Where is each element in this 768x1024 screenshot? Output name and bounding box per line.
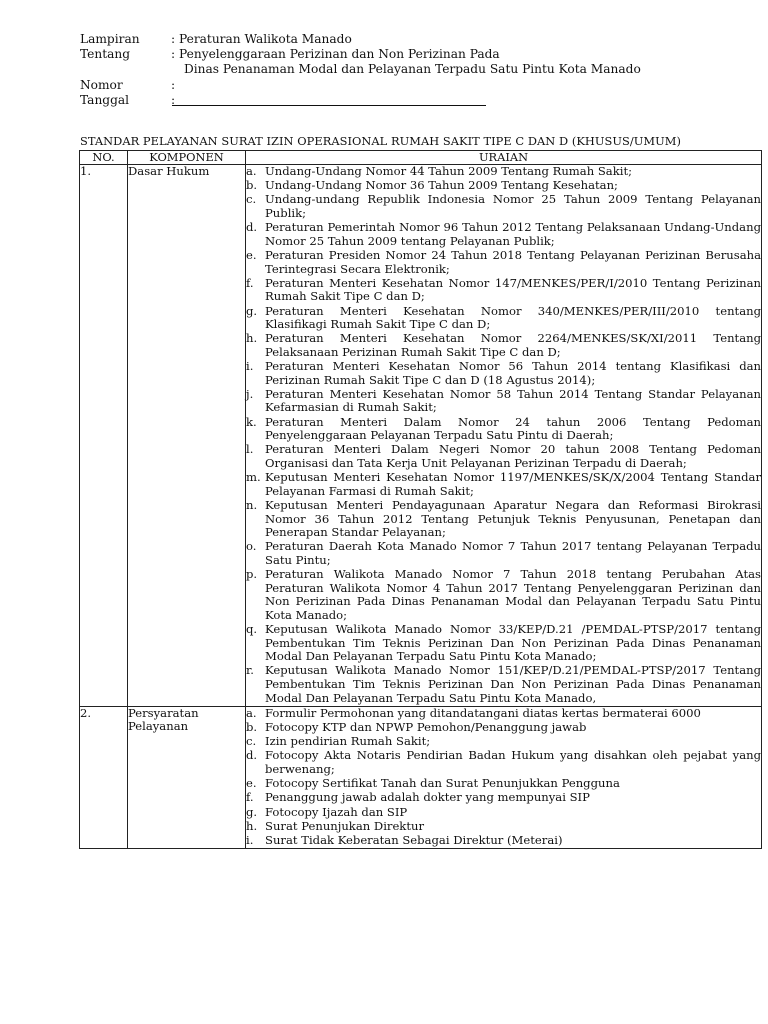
item-letter: p. <box>246 567 258 582</box>
list-item <box>246 540 761 567</box>
item-letter: d. <box>246 748 258 763</box>
list-item <box>246 791 761 805</box>
item-text: Peraturan Menteri Dalam Negeri Nomor 20 tahun 2008 Tentang Pedoman Organisasi dan Tata Kerja Unit Pelayanan Perizinan Terpadu di Daerah; <box>265 442 761 470</box>
component-line-1: Persyaratan <box>128 705 199 720</box>
tentang-value-line-2: Dinas Penanaman Modal dan Pelayanan Terpadu Satu Pintu Kota Manado <box>184 62 641 77</box>
list-item <box>246 735 761 749</box>
item-letter: i. <box>246 359 254 374</box>
item-text: Keputusan Menteri Pendayagunaan Aparatur Negara dan Reformasi Birokrasi Nomor 36 Tahun 2012 Tentang Petunjuk Teknis Penyusunan, Penetapan dan Penerapan Standar Pelayanan; <box>265 497 761 540</box>
item-text: Fotocopy Ijazah dan SIP <box>265 804 408 819</box>
item-text: Keputusan Walikota Manado Nomor 33/KEP/D.21 /PEMDAL-PTSP/2017 tentang Pembentukan Tim Teknis Perizinan Dan Non Perizinan Pada Dinas Penanaman Modal Dan Pelayanan Terpadu Satu Pintu Kota Manado; <box>265 622 761 664</box>
tentang-value-line-1: : Penyelenggaraan Perizinan dan Non Perizinan Pada <box>171 47 500 62</box>
column-header-uraian: URAIAN <box>246 151 762 165</box>
item-text: Surat Tidak Keberatan Sebagai Direktur (Meterai) <box>265 832 563 847</box>
requirements-list <box>246 707 761 848</box>
item-text: Peraturan Menteri Kesehatan Nomor 147/MENKES/PER/I/2010 Tentang Perizinan Rumah Sakit Tipe C dan D; <box>265 275 761 304</box>
header-underline <box>172 105 486 106</box>
list-item <box>246 471 761 498</box>
item-letter: f. <box>246 275 254 290</box>
item-letter: o. <box>246 539 257 554</box>
list-item <box>246 277 761 304</box>
list-item <box>246 179 761 193</box>
item-text: Undang-undang Republik Indonesia Nomor 25 Tahun 2009 Tentang Pelayanan Publik; <box>265 192 761 220</box>
item-text: Formulir Permohonan yang ditandatangani diatas kertas bermaterai 6000 <box>265 705 701 720</box>
list-item <box>246 165 761 179</box>
header-tentang-cont <box>80 62 641 77</box>
item-text: Surat Penunjukan Direktur <box>265 818 425 833</box>
item-letter: g. <box>246 303 258 318</box>
item-text: Peraturan Pemerintah Nomor 96 Tahun 2012 Tentang Pelaksanaan Undang-Undang Nomor 25 Tahun 2009 tentang Pelayanan Publik; <box>265 220 761 248</box>
item-text: Keputusan Menteri Kesehatan Nomor 1197/MENKES/SK/X/2004 Tentang Standar Pelayanan Farmasi di Rumah Sakit; <box>265 470 761 498</box>
list-item <box>246 777 761 791</box>
item-letter: l. <box>246 442 254 457</box>
item-letter: h. <box>246 331 258 346</box>
nomor-value: : <box>171 77 176 92</box>
table-row-persyaratan <box>80 706 762 848</box>
table-header-row <box>80 151 762 165</box>
list-item <box>246 360 761 387</box>
item-text: Fotocopy Sertifikat Tanah dan Surat Penunjukkan Pengguna <box>265 776 620 791</box>
header-lampiran <box>80 32 641 47</box>
item-text: Peraturan Menteri Kesehatan Nomor 340/MENKES/PER/III/2010 tentang Klasifikagi Rumah Sakit Tipe C dan D; <box>265 303 761 332</box>
item-letter: g. <box>246 804 258 819</box>
item-letter: m. <box>246 470 261 485</box>
item-letter: k. <box>246 414 257 429</box>
list-item <box>246 820 761 834</box>
list-item <box>246 305 761 332</box>
list-item <box>246 707 761 721</box>
tentang-label: Tentang <box>80 47 131 62</box>
item-text: Peraturan Menteri Kesehatan Nomor 2264/MENKES/SK/XI/2011 Tentang Pelaksanaan Perizinan Rumah Sakit Tipe C dan D; <box>265 331 761 359</box>
list-item <box>246 221 761 248</box>
list-item <box>246 193 761 220</box>
row-description <box>246 165 762 707</box>
item-letter: h. <box>246 818 258 833</box>
item-text: Penanggung jawab adalah dokter yang mempunyai SIP <box>265 790 590 805</box>
item-text: Undang-Undang Nomor 44 Tahun 2009 Tentang Rumah Sakit; <box>265 164 633 178</box>
list-item <box>246 443 761 470</box>
item-letter: n. <box>246 497 258 512</box>
tanggal-value: : <box>171 92 176 107</box>
item-text: Peraturan Menteri Kesehatan Nomor 58 Tahun 2014 Tentang Standar Pelayanan Kefarmasian di Rumah Sakit; <box>265 386 761 415</box>
item-text: Fotocopy Akta Notaris Pendirian Badan Hukum yang disahkan oleh pejabat yang berwenang; <box>265 748 761 776</box>
list-item <box>246 249 761 276</box>
row-number: 1. <box>80 165 128 707</box>
item-letter: q. <box>246 622 258 637</box>
list-item <box>246 332 761 359</box>
item-letter: i. <box>246 832 254 847</box>
document-title: STANDAR PELAYANAN SURAT IZIN OPERASIONAL RUMAH SAKIT TIPE C DAN D (KHUSUS/UMUM) <box>80 134 681 148</box>
lampiran-label: Lampiran <box>80 32 140 46</box>
list-item <box>246 416 761 443</box>
row-description <box>246 706 762 848</box>
list-item <box>246 834 761 848</box>
item-letter: e. <box>246 247 257 262</box>
list-item <box>246 664 761 705</box>
item-letter: b. <box>246 178 258 193</box>
item-letter: e. <box>246 776 257 791</box>
item-letter: c. <box>246 734 257 749</box>
item-letter: j. <box>246 386 254 401</box>
header-tentang <box>80 47 641 62</box>
list-item <box>246 623 761 664</box>
item-text: Undang-Undang Nomor 36 Tahun 2009 Tentang Kesehatan; <box>265 178 618 193</box>
legal-basis-list <box>246 165 761 705</box>
standard-service-table <box>79 150 762 849</box>
item-text: Keputusan Walikota Manado Nomor 151/KEP/D.21/PEMDAL-PTSP/2017 Tentang Pembentukan Tim Teknis Perizinan Dan Non Perizinan Pada Dinas Penanaman Modal Dan Pelayanan Terpadu Satu Pintu Kota Manado, <box>265 663 761 705</box>
item-letter: f. <box>246 790 254 805</box>
list-item <box>246 806 761 820</box>
item-text: Peraturan Presiden Nomor 24 Tahun 2018 Tentang Pelayanan Perizinan Berusaha Terintegrasi Secara Elektronik; <box>265 247 761 276</box>
item-letter: r. <box>246 663 254 678</box>
list-item <box>246 499 761 540</box>
item-text: Peraturan Menteri Dalam Nomor 24 tahun 2006 Tentang Pedoman Penyelenggaraan Pelayanan Terpadu Satu Pintu di Daerah; <box>265 414 761 443</box>
list-item <box>246 749 761 776</box>
item-letter: a. <box>246 705 257 720</box>
item-text: Izin pendirian Rumah Sakit; <box>265 734 431 749</box>
item-letter: c. <box>246 192 257 207</box>
item-letter: a. <box>246 164 257 178</box>
item-text: Peraturan Daerah Kota Manado Nomor 7 Tahun 2017 tentang Pelayanan Terpadu Satu Pintu; <box>265 539 761 567</box>
header-nomor <box>80 78 641 93</box>
row-component: Dasar Hukum <box>128 165 246 707</box>
row-component <box>128 706 246 848</box>
item-letter: d. <box>246 220 258 235</box>
item-text: Peraturan Menteri Kesehatan Nomor 56 Tahun 2014 tentang Klasifikasi dan Perizinan Rumah Sakit Tipe C dan D (18 Agustus 2014); <box>265 359 761 387</box>
row-number: 2. <box>80 706 128 848</box>
column-header-no: NO. <box>80 151 128 165</box>
list-item <box>246 568 761 622</box>
item-text: Fotocopy KTP dan NPWP Pemohon/Penanggung jawab <box>265 720 587 735</box>
lampiran-value: : Peraturan Walikota Manado <box>171 32 352 46</box>
list-item <box>246 721 761 735</box>
table-row-dasar-hukum <box>80 165 762 707</box>
column-header-komponen: KOMPONEN <box>128 151 246 165</box>
component-line-2: Pelayanan <box>128 719 189 734</box>
item-text: Peraturan Walikota Manado Nomor 7 Tahun 2018 tentang Perubahan Atas Peraturan Walikota Nomor 4 Tahun 2017 Tentang Penyelenggaran Perizinan dan Non Perizinan Pada Dinas Penanaman Modal dan Pelayanan Terpadu Satu Pintu Kota Manado; <box>265 567 761 622</box>
document-header <box>80 32 641 108</box>
list-item <box>246 388 761 415</box>
item-letter: b. <box>246 720 258 735</box>
tanggal-label: Tanggal <box>80 92 130 107</box>
nomor-label: Nomor <box>80 77 123 92</box>
